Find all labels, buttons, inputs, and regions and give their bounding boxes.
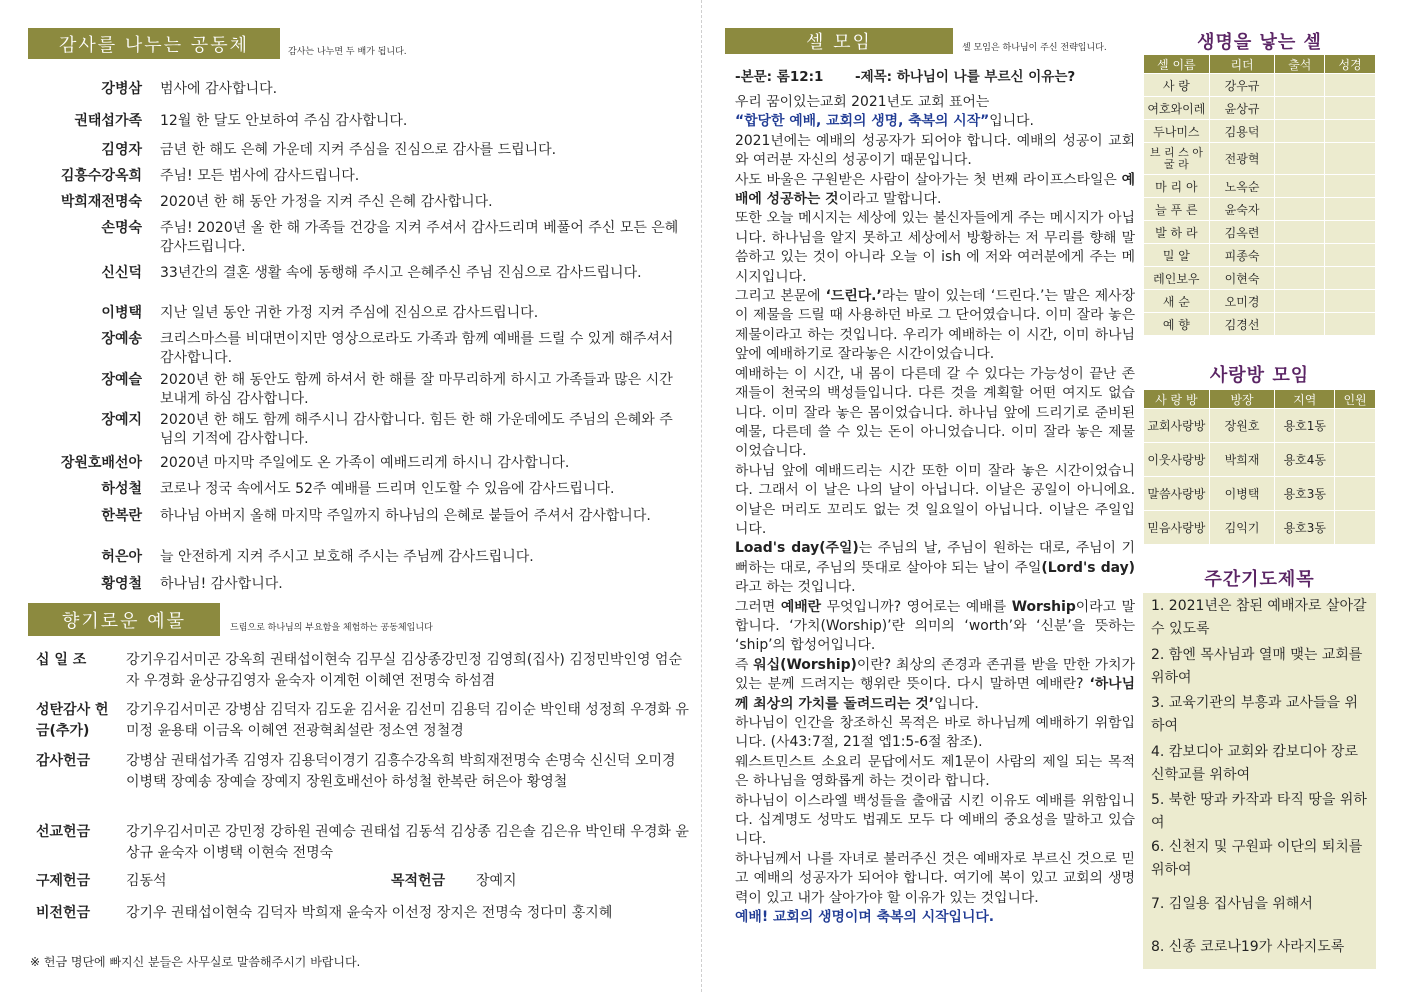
prayer-list (1143, 593, 1376, 969)
prayer-item: 3. 교육기관의 부흥과 교사들을 위하여 (1151, 695, 1358, 734)
sermon-paragraph: 웨스트민스트 소요리 문답에서도 제1문이 사람의 제일 되는 목적은 하나님을 영화롭게 하는 것이라 합니다. (735, 753, 1135, 790)
sermon-paragraph: 우리 꿈이있는교회 2021년도 교회 표어는 “합당한 예배, 교회의 생명, 축복의 시작”입니다. (735, 94, 1034, 130)
sermon-paragraph: Load's day(주일)는 주님의 날, 주님이 원하는 대로, 주님이 기뻐하는 대로, 주님의 뜻대로 살아야 되는 날이 주일(Lord's day)라고 하는 것입니다. (735, 540, 1135, 596)
table-row: 레인보우 이현숙 (1144, 267, 1376, 290)
table-row: 믿음사랑방 김익기 용호3동 (1144, 511, 1376, 545)
thanks-note: 감사는 나누면 두 배가 됩니다. (288, 47, 407, 57)
sermon-paragraph: 2021년에는 예배의 성공자가 되어야 합니다. 예배의 성공이 교회와 여러분 자신의 성공이기 때문입니다. (735, 132, 1135, 169)
sermon-paragraph: 또한 오늘 메시지는 세상에 있는 불신자들에게 주는 메시지가 아닙니다. 하나님을 알지 못하고 세상에서 방황하는 저 무리를 향해 말씀하고 있는 것이 아니라 오늘 이 ish 에 저와 여러분에게 주는 메시지입니다. (735, 210, 1135, 285)
sermon-paragraph: 그러면 예배란 무엇입니까? 영어로는 예배를 Worship이라고 말합니다. ‘가치(Worship)’란 의미의 ‘worth’와 ‘신분’을 뜻하는 ‘ship’의 합성어입니다. (735, 598, 1136, 654)
table-row: 이웃사랑방 박희재 용호4동 (1144, 443, 1376, 477)
table-row: 밀 알 피종숙 (1144, 244, 1376, 267)
prayer-item: 7. 김일용 집사님을 위해서 (1151, 896, 1313, 912)
table-row: 예 향 김경선 (1144, 313, 1376, 336)
sermon-paragraph: 즉 워십(Worship)이란? 최상의 존경과 존귀를 받을 만한 가치가 있는 분께 드려지는 행위란 뜻이다. 다시 말하면 예배란? ‘하나님께 최상의 가치를 돌려드리는 것’입니다. (735, 656, 1135, 712)
table-row: 사 랑 강우규 (1144, 74, 1376, 97)
sermon-paragraph: 하나님께서 나를 자녀로 불러주신 것은 예배자로 부르신 것으로 믿고 예배의 성공자가 되어야 합니다. 여기에 복이 있고 교회의 생명력이 있고 내가 살아가야 할 이유가 있는 것입니다. (735, 850, 1135, 906)
footer-note: ※ 헌금 명단에 빠지신 분들은 사무실로 말씀해주시기 바랍니다. (30, 955, 361, 969)
prayer-item: 6. 신천지 및 구원파 이단의 퇴치를 위하여 (1151, 839, 1363, 878)
prayer-item: 1. 2021년은 참된 예배자로 살아갈 수 있도록 (1151, 598, 1367, 637)
table-row: 브 리 스 아 굴 라 전광혁 (1144, 143, 1376, 175)
sermon-paragraph: 하나님 앞에 예배드리는 시간 또한 이미 잘라 놓은 시간이었습니다. 그래서 이 날은 나의 날이 아닙니다. 이날은 공일이 아니에요. 이날은 머리도 꼬리도 없는 것 일요일이 아닙니다. 이날은 주일입니다. (735, 462, 1135, 537)
prayer-item: 4. 캄보디아 교회와 캄보디아 장로신학교를 위하여 (1151, 744, 1358, 783)
table-row: 늘 푸 른 윤숙자 (1144, 198, 1376, 221)
cell-table-title: 생명을 낳는 셀 (1197, 32, 1322, 53)
room-table-title: 사랑방 모임 (1209, 365, 1310, 386)
sermon-paragraph: 하나님이 인간을 창조하신 목적은 바로 하나님께 예배하기 위함입니다. (사43:7절, 21절 엡1:5-6절 참조). (735, 715, 1135, 751)
prayer-item: 2. 함엔 목사님과 열매 맺는 교회를 위하여 (1151, 647, 1363, 686)
table-row: 말씀사랑방 이병택 용호3동 (1144, 477, 1376, 511)
column-divider (701, 0, 702, 992)
purpose-offering-names: 장예지 (476, 873, 517, 889)
thanks-header: 감사를 나누는 공동체 (28, 28, 280, 59)
table-row: 여호와이레 윤상규 (1144, 97, 1376, 120)
table-row: 두나미스 김용덕 (1144, 120, 1376, 143)
cell-meeting-note: 셀 모임은 하나님이 주신 전략입니다. (962, 43, 1107, 53)
prayer-item: 5. 북한 땅과 카작과 타직 땅을 위하여 (1151, 792, 1367, 831)
prayer-item: 8. 신종 코로나19가 사라지도록 (1151, 939, 1345, 955)
sermon-closing: 예배! 교회의 생명이며 축복의 시작입니다. (735, 909, 995, 926)
offering-header: 향기로운 예물 (28, 603, 220, 636)
table-row: 발 하 라 김옥련 (1144, 221, 1376, 244)
sermon-paragraph: 예배하는 이 시간, 내 몸이 다른데 갈 수 있다는 가능성이 끝난 존재들이 천국의 백성들입니다. 다른 것을 계획할 어떤 여지도 없습니다. 이미 잘라 놓은 몸이었습니다. 하나님 앞에 드리기로 준비된 예물, 다른데 쓸 수 있는 돈이 아니었습니다. 이미 잘라 놓은 제물이었습니다. (735, 365, 1135, 460)
sermon-paragraph: 사도 바울은 구원받은 사람이 살아가는 첫 번째 라이프스타일은 예배에 성공하는 것이라고 말합니다. (735, 171, 1135, 208)
sermon-paragraph: 그리고 본문에 ‘드린다.’라는 말이 있는데 ‘드린다.’는 말은 제사장이 제물을 드릴 때 사용하던 바로 그 단어였습니다. 이미 잘라 놓은 제물이라고 하는 것입니다. 우리가 예배하는 이 시간, 이미 하나님 앞에 예배하기로 잘라놓은 시간이었습니다. (735, 288, 1135, 363)
room-table (1143, 389, 1376, 545)
table-row: 교회사랑방 장원호 용호1동 (1144, 409, 1376, 443)
prayer-title: 주간기도제목 (1204, 569, 1315, 590)
offering-note: 드림으로 하나님의 부요함을 체험하는 공동체입니다 (230, 623, 433, 633)
table-row: 새 순 오미경 (1144, 290, 1376, 313)
sermon-paragraph: 하나님이 이스라엘 백성들을 출애굽 시킨 이유도 예배를 위함입니다. 십계명도 성막도 법궤도 모두 다 예배의 중요성을 말하고 있습니다. (735, 792, 1135, 848)
table-header-row: 사 랑 방 방장 지역 인원 (1144, 390, 1376, 409)
purpose-offering-label: 목적헌금 (391, 873, 446, 889)
cell-table (1143, 54, 1376, 336)
sermon-body (735, 93, 1135, 927)
sermon-passage: -본문: 롬12:1 (735, 69, 824, 85)
sermon-title: -제목: 하나님이 나를 부르신 이유는? (855, 69, 1076, 85)
cell-meeting-header: 셀 모임 (725, 28, 953, 54)
table-header-row: 셀 이름 리더 출석 성경 (1144, 55, 1376, 74)
table-row: 마 리 아 노옥순 (1144, 175, 1376, 198)
